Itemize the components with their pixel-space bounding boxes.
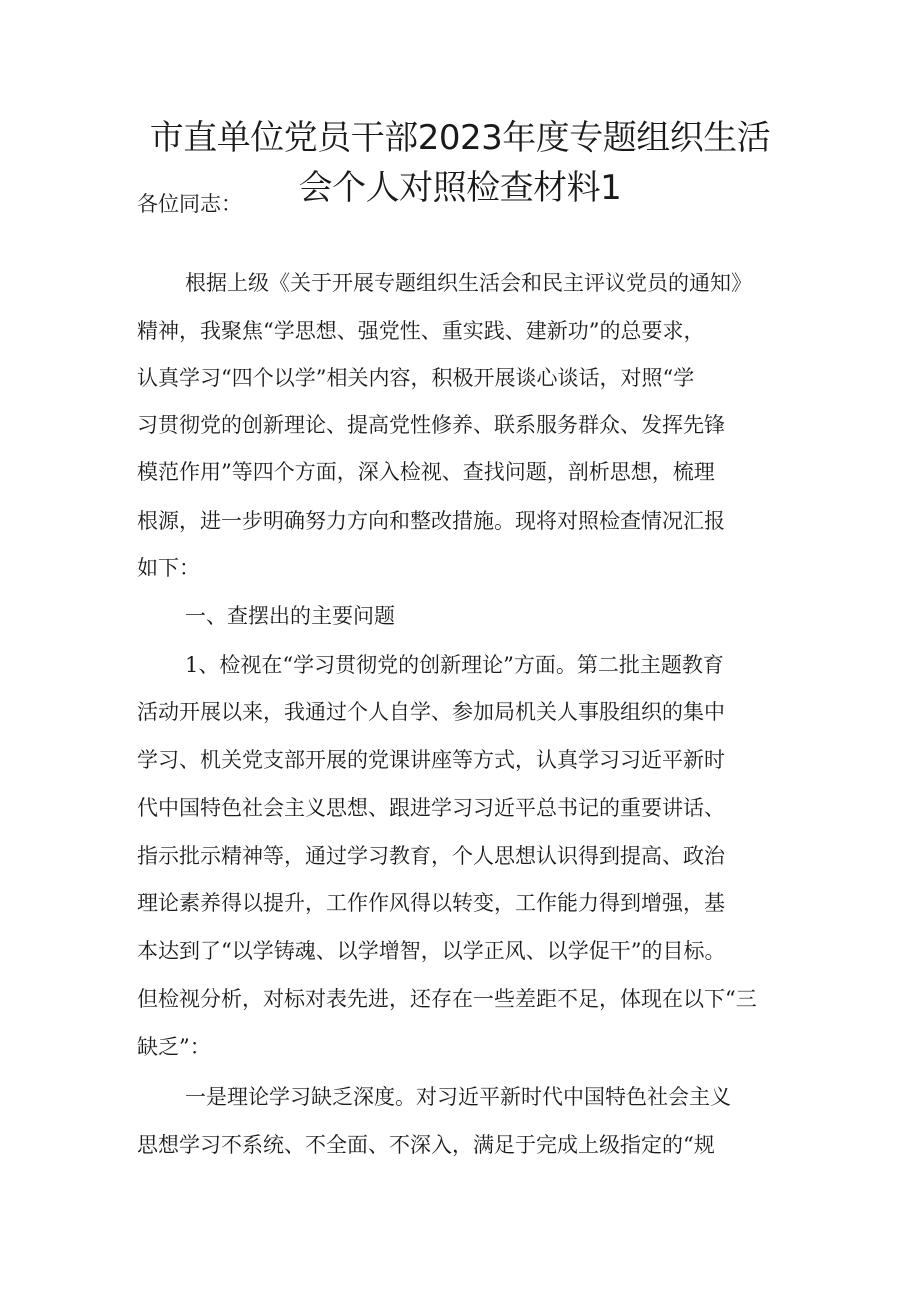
paragraph-line: 根据上级《关于开展专题组织生活会和民主评议党员的通知》: [185, 271, 752, 295]
paragraph-line: 指示批示精神等，通过学习教育，个人思想认识得到提高、政治: [137, 844, 725, 868]
paragraph-line: 活动开展以来，我通过个人自学、参加局机关人事股组织的集中: [137, 700, 725, 724]
paragraph-line: 思想学习不系统、不全面、不深入，满足于完成上级指定的“规: [137, 1133, 715, 1157]
paragraph-line: 精神，我聚焦“学思想、强党性、重实践、建新功”的总要求，: [137, 319, 705, 343]
paragraph-line: 缺乏”：: [137, 1035, 211, 1059]
paragraph-line: 一是理论学习缺乏深度。对习近平新时代中国特色社会主义: [185, 1085, 731, 1109]
paragraph-line: 1、检视在“学习贯彻党的创新理论”方面。第二批主题教育: [185, 653, 724, 677]
paragraph-line: 学习、机关党支部开展的党课讲座等方式，认真学习习近平新时: [137, 748, 725, 772]
section-heading: 一、查摆出的主要问题: [185, 604, 395, 628]
paragraph-line: 认真学习“四个以学”相关内容，积极开展谈心谈话，对照“学: [137, 366, 695, 390]
paragraph-line: 习贯彻党的创新理论、提高党性修养、联系服务群众、发挥先锋: [137, 413, 725, 437]
paragraph-line: 代中国特色社会主义思想、跟进学习习近平总书记的重要讲话、: [137, 796, 725, 820]
paragraph-line: 理论素养得以提升，工作作风得以转变，工作能力得到增强，基: [137, 891, 725, 915]
paragraph-line: 本达到了“以学铸魂、以学增智，以学正风、以学促干”的目标。: [137, 939, 726, 963]
paragraph-line: 如下：: [137, 556, 200, 580]
document-title-line-2: 会个人对照检查材料1: [298, 168, 622, 208]
greeting: 各位同志：: [137, 192, 242, 216]
paragraph-line: 根源，进一步明确努力方向和整改措施。现将对照检查情况汇报: [137, 509, 725, 533]
document-title-line-1: 市直单位党员干部2023年度专题组织生活: [149, 118, 771, 158]
paragraph-line: 但检视分析，对标对表先进，还存在一些差距不足，体现在以下“三: [137, 987, 757, 1011]
paragraph-line: 模范作用”等四个方面，深入检视、查找问题，剖析思想，梳理: [137, 460, 715, 484]
